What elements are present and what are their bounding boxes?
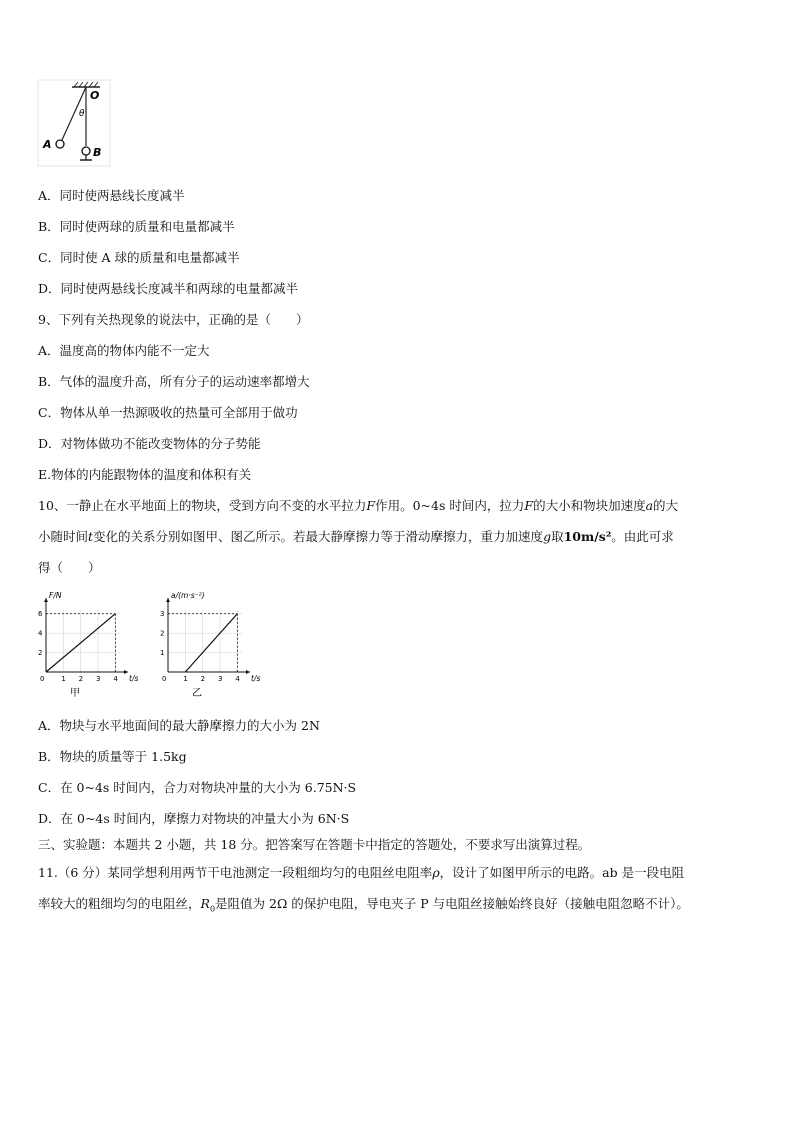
x-tick-label: 3 [218,675,223,683]
label-a: A [43,138,52,151]
q10-stem-line-1: 10、一静止在水平地面上的物块，受到方向不变的水平拉力F作用。0~4s 时间内，拉力F的大小和物块加速度a的大 [38,498,679,513]
chart-caption: 甲 [70,688,80,699]
q10-stem-line-2: 小随时间t变化的关系分别如图甲、图乙所示。若最大静摩擦力等于滑动摩擦力，重力加速度g取10m/s²。由此可求 [38,529,674,544]
x-tick-label: 0 [40,675,45,683]
label-theta: θ [79,109,85,119]
x-tick-label: 3 [96,675,101,683]
y-axis-label: a/(m·s⁻²) [171,591,205,600]
x-tick-label: 0 [162,675,167,683]
q11-line-2: 率较大的粗细均匀的电阻丝，$R_0$是阻值为 2Ω 的保护电阻，导电夹子 P 与电阻丝接触始终良好（接触电阻忽略不计）。 [38,896,689,914]
q10-stem-line-3: 得（ ） [38,560,101,575]
y-tick-label: 2 [38,649,43,658]
x-tick-label: 1 [61,675,66,683]
series-line [185,614,237,672]
q10-option-d: D．在 0~4s 时间内，摩擦力对物块的冲量大小为 6N·S [38,811,350,826]
x-axis-arrow [124,670,128,674]
section3-heading: 三、实验题：本题共 2 小题，共 18 分。把答案写在答题卡中指定的答题处，不要求写出演算过程。 [38,837,591,852]
chart-yi [152,591,270,700]
q11-stem [38,865,760,927]
pendulum-figure [38,80,110,166]
chart-caption: 乙 [192,688,202,699]
label-o: O [90,89,100,102]
x-axis-label: t/s [129,674,139,683]
y-axis-label: F/N [49,591,62,600]
y-tick-label: 2 [160,629,165,638]
q8-option-c: C．同时使 A 球的质量和电量都减半 [38,250,240,265]
x-axis-label: t/s [251,674,261,683]
y-tick-label: 4 [38,629,43,638]
x-axis-arrow [246,670,250,674]
q11-line-1: 11.（6 分）某同学想利用两节干电池测定一段粗细均匀的电阻丝电阻率ρ，设计了如图甲所示的电路。ab 是一段电阻 [38,865,685,880]
ball-b [82,147,90,155]
q10-stem [38,498,760,591]
x-tick-label: 4 [235,675,240,683]
ceiling-hatch [72,82,100,87]
q8-option-a: A．同时使两悬线长度减半 [38,188,185,203]
q10-option-b: B．物块的质量等于 1.5kg [38,749,187,764]
q9-stem: 9、下列有关热现象的说法中，正确的是（ ） [38,312,309,327]
x-tick-label: 2 [200,675,206,683]
chart-jia [30,591,140,700]
q9-option-e: E.物体的内能跟物体的温度和体积有关 [38,467,252,482]
ball-a [56,140,64,148]
label-b: B [93,146,102,159]
q9-option-a: A．温度高的物体内能不一定大 [38,343,210,358]
q9-option-d: D．对物体做功不能改变物体的分子势能 [38,436,261,451]
x-tick-label: 2 [78,675,84,683]
x-tick-label: 1 [183,675,188,683]
y-tick-label: 3 [160,610,165,619]
y-tick-label: 6 [38,610,43,619]
q9-option-b: B．气体的温度升高，所有分子的运动速率都增大 [38,374,310,389]
x-tick-label: 4 [113,675,118,683]
y-axis-arrow [44,598,48,602]
q9-option-c: C．物体从单一热源吸收的热量可全部用于做功 [38,405,298,420]
y-axis-arrow [166,598,170,602]
q8-option-d: D．同时使两悬线长度减半和两球的电量都减半 [38,281,299,296]
y-tick-label: 1 [160,649,165,658]
q10-option-a: A．物块与水平地面间的最大静摩擦力的大小为 2N [38,718,320,733]
q10-option-c: C．在 0~4s 时间内，合力对物块冲量的大小为 6.75N·S [38,780,357,795]
q8-option-b: B．同时使两球的质量和电量都减半 [38,219,235,234]
